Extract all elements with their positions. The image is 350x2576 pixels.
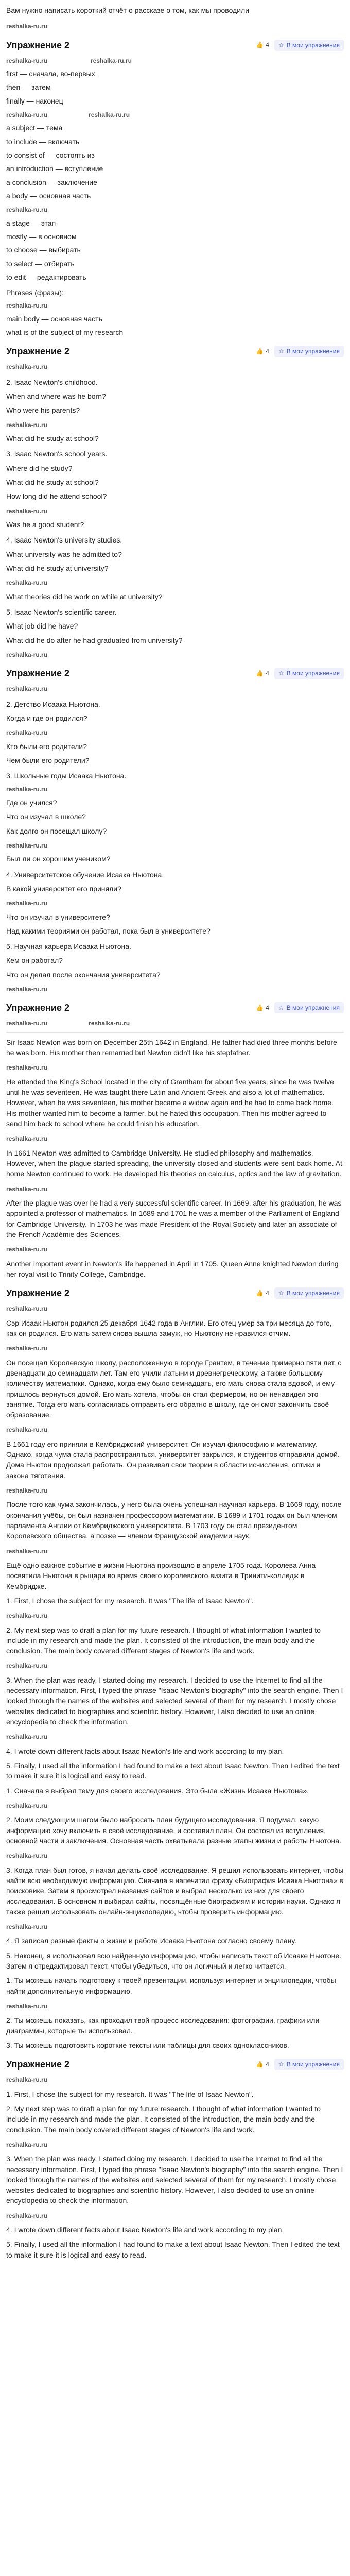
thumbs-up-icon: 👍: [256, 1289, 264, 1297]
like-count: 4: [266, 2060, 269, 2068]
story-paragraph: Он посещал Королевскую школу, расположенную в городе Грантем, в течение примерно пяти лет, с двенадцати до семнадцати лет. Там его учили латыни и древнегреческому, а также большому количеству математики. Однако, когда ему было семнадцать, его мать снова стала вдовой, и ему пришлось вернуться домой. Его мать хотела, чтобы он стал фермером, но он ненавидел это занятие. Тогда его мать согласилась отправить его обратно в школу, где он смог закончить своё образование.: [6, 1358, 342, 1419]
question-group-title: 4. Isaac Newton's university studies.: [6, 536, 122, 545]
watermark: reshalka-ru.ru: [6, 1305, 48, 1313]
watermark: reshalka-ru.ru: [6, 1246, 48, 1253]
vocab-item: then — затем: [6, 83, 51, 92]
watermark: reshalka-ru.ru: [6, 1487, 48, 1494]
exercise-actions: [256, 2059, 344, 2070]
question-group-title: 2. Isaac Newton's childhood.: [6, 378, 98, 386]
watermark-row: [6, 649, 344, 659]
watermark-row: [6, 361, 344, 371]
story-paragraph: In 1661 Newton was admitted to Cambridge University. He studied philosophy and mathematics. However, when the plague started spreading, the university closed and students were sent back home. At home Newton continued to work. He developed his theories on calculus, optics and the law of gravitation.: [6, 1148, 342, 1178]
watermark: reshalka-ru.ru: [6, 1135, 48, 1143]
add-to-my-exercises-button[interactable]: [274, 1287, 344, 1299]
likes[interactable]: [256, 669, 269, 678]
star-icon: ☆: [278, 348, 284, 355]
watermark: reshalka-ru.ru: [6, 111, 48, 119]
vocab-item: a body — основная часть: [6, 191, 91, 200]
question-group-title: 4. Университетское обучение Исаака Ньютона.: [6, 870, 164, 879]
exercise-actions: [256, 40, 344, 51]
watermark: reshalka-ru.ru: [90, 57, 132, 64]
add-to-my-exercises-label: В мои упражнения: [286, 1290, 340, 1297]
watermark-row: [6, 2210, 344, 2221]
watermark-row: [6, 1183, 344, 1194]
story-paragraph: He attended the King's School located in the city of Grantham for about five years, since he was twelve until he was seventeen. He was taught there Latin and Ancient Greek and also a lot of mathematics. However, when he was seventeen, his mother became a widow again and he had to come back home. His mother wanted him to become a farmer, but he hated this occupation. Then his mother agreed to send him back to school where he could finish his education.: [6, 1077, 334, 1128]
watermark-row: [6, 1424, 344, 1434]
watermark: reshalka-ru.ru: [6, 363, 48, 371]
step-paragraph: 4. Я записал разные факты о жизни и работе Исаака Ньютона согласно своему плану.: [6, 1937, 296, 1945]
watermark-row: [6, 1303, 344, 1313]
step-paragraph: 3. When the plan was ready, I started doing my research. I decided to use the Internet to find all the necessary information. First, I typed the phrase "Isaac Newton's biography" into the search engine. Then I looked through the names of the websites and selected several of them for my research. I mostly chose websites dedicated to biographies and scientific history. However, I also decided to use an online encyclopedia to check the information.: [6, 1675, 343, 1726]
tip-paragraph: 2. Ты можешь показать, как проходил твой процесс исследования: фотографии, графики или диаграммы, которые ты использовал.: [6, 2016, 320, 2035]
story-ru: [6, 1318, 344, 1591]
watermark-row: [6, 2001, 344, 2011]
watermark-row: [6, 55, 344, 65]
like-count: 4: [266, 41, 269, 49]
add-to-my-exercises-label: В мои упражнения: [286, 348, 340, 355]
vocab-item: mostly — в основном: [6, 232, 77, 241]
question: В какой университет его приняли?: [6, 884, 121, 893]
story-paragraph: Sir Isaac Newton was born on December 25th 1642 in England. He father had died three months before he was born. His mother then remarried but Newton didn't like his stepfather.: [6, 1038, 337, 1057]
question: What theories did he work on while at university?: [6, 592, 163, 601]
watermark: reshalka-ru.ru: [6, 2002, 48, 2010]
questions-ru: [6, 699, 344, 994]
add-to-my-exercises-button[interactable]: [274, 2059, 344, 2070]
exercise-title: Упражнение 2: [6, 346, 69, 357]
vocab-item: a stage — этап: [6, 218, 56, 227]
step-paragraph: 2. Моим следующим шагом было набросать план будущего исследования. Я подумал, какую информацию хочу включить в своё исследование, и составил план. Он состоял из вступления, основной части и заключения. Основная часть охватывала разные этапы жизни и работы Ньютона.: [6, 1816, 341, 1845]
exercise-header: [6, 667, 344, 680]
step-paragraph: 5. Finally, I used all the information I had found to make a text about Isaac Newton. Then I edited the text to make it sure it is logical and easy to read.: [6, 2240, 340, 2259]
step-paragraph: 3. Когда план был готов, я начал делать своё исследование. Я решил использовать интернет, чтобы найти всю необходимую информацию. Сначала я напечатал фразу «Биография Исаака Ньютона» в поисковике. Затем я просмотрел названия сайтов и выбрал несколько из них для своего исследования. В основном я выбирал сайты, посвящённые биографиям и истории науки. Однако я также решил использовать онлайн-энциклопедию, чтобы проверить информацию.: [6, 1866, 344, 1916]
question: Как долго он посещал школу?: [6, 826, 107, 835]
watermark: reshalka-ru.ru: [89, 111, 130, 119]
watermark: reshalka-ru.ru: [6, 985, 48, 993]
watermark: reshalka-ru.ru: [89, 1020, 130, 1027]
step-paragraph: 5. Наконец, я использовал всю найденную информацию, чтобы написать текст об Исааке Ньютоне. Затем я отредактировал текст, чтобы убедиться, что он логичный и легко читается.: [6, 1951, 342, 1971]
vocab-item: to include — включать: [6, 137, 80, 146]
watermark-row: [6, 840, 344, 850]
watermark: reshalka-ru.ru: [6, 2076, 48, 2084]
question: Что он изучал в университете?: [6, 912, 110, 921]
step-paragraph: 3. When the plan was ready, I started doing my research. I decided to use the Internet to find all the necessary information. First, I typed the phrase "Isaac Newton's biography" into the search engine. Then I looked through the names of the websites and selected several of them for my research. I mostly chose websites dedicated to biographies and scientific history. However, I also decided to use an online encyclopedia to check the information.: [6, 2155, 343, 2205]
star-icon: ☆: [278, 1290, 284, 1297]
likes[interactable]: [256, 1004, 269, 1012]
question: How long did he attend school?: [6, 492, 107, 501]
question: Что он делал после окончания университета?: [6, 970, 161, 979]
watermark: reshalka-ru.ru: [6, 1612, 48, 1620]
question: Когда и где он родился?: [6, 714, 87, 722]
vocab-item: to choose — выбирать: [6, 246, 81, 255]
watermark: reshalka-ru.ru: [6, 23, 48, 30]
tip-paragraph: 3. Ты можешь подготовить короткие тексты или таблицы для своих одноклассников.: [6, 2041, 289, 2049]
vocab-item: a conclusion — заключение: [6, 178, 97, 187]
step-paragraph: 1. First, I chose the subject for my research. It was "The life of Isaac Newton".: [6, 1596, 254, 1605]
watermark: reshalka-ru.ru: [6, 1185, 48, 1193]
thumbs-up-icon: 👍: [256, 1004, 264, 1011]
divider: [6, 1032, 344, 1033]
exercise-title: Упражнение 2: [6, 1003, 69, 1013]
story-en: [6, 1037, 344, 1279]
exercise-header: [6, 1001, 344, 1014]
watermark: reshalka-ru.ru: [6, 1020, 48, 1027]
thumbs-up-icon: 👍: [256, 41, 264, 49]
story-paragraph: Сэр Исаак Ньютон родился 25 декабря 1642 года в Англии. Его отец умер за три месяца до того, как он родился. Его мать затем снова вышла замуж, но Ньютону не нравился отчим.: [6, 1318, 332, 1337]
story-paragraph: Ещё одно важное событие в жизни Ньютона произошло в апреле 1705 года. Королева Анна посвятила Ньютона в рыцари во время своего королевского визита в Тринити-колледж в Кембридже.: [6, 1561, 316, 1590]
question: Was he a good student?: [6, 520, 84, 529]
step-paragraph: 1. First, I chose the subject for my research. It was "The life of Isaac Newton".: [6, 2090, 254, 2098]
steps-ru: [6, 1786, 344, 1972]
step-paragraph: 5. Finally, I used all the information I had found to make a text about Isaac Newton. Then I edited the text to make it sure it is logical and easy to read.: [6, 1761, 340, 1781]
watermark-row: [6, 897, 344, 908]
watermark-row: [6, 1610, 344, 1620]
tip-paragraph: 1. Ты можешь начать подготовку к твоей презентации, используя интернет и энциклопедии, чтобы найти дополнительную информацию.: [6, 1976, 336, 1995]
question: Над какими теориями он работал, пока был в университете?: [6, 926, 211, 935]
question: Who were his parents?: [6, 406, 80, 415]
tips-ru: [6, 1975, 344, 2050]
likes[interactable]: [256, 41, 269, 49]
vocab-item: to edit — редактировать: [6, 273, 86, 281]
watermark-row: [6, 784, 344, 794]
watermark: reshalka-ru.ru: [6, 2141, 48, 2148]
watermark-row: [6, 505, 344, 516]
likes[interactable]: [256, 1289, 269, 1298]
question-group-title: 3. Isaac Newton's school years.: [6, 450, 108, 459]
vocab-item: to select — отбирать: [6, 259, 75, 268]
watermark-row: [6, 21, 344, 31]
question: Что он изучал в школе?: [6, 812, 86, 821]
question-group-title: 2. Детство Исаака Ньютона.: [6, 700, 100, 708]
like-count: 4: [266, 1004, 269, 1011]
thumbs-up-icon: 👍: [256, 347, 264, 355]
watermark-row: [6, 727, 344, 737]
add-to-my-exercises-label: В мои упражнения: [286, 670, 340, 677]
exercise-title: Упражнение 2: [6, 668, 69, 679]
vocab-item: an introduction — вступление: [6, 164, 103, 173]
watermark: reshalka-ru.ru: [6, 1733, 48, 1741]
watermark: reshalka-ru.ru: [6, 1802, 48, 1809]
watermark-row: [6, 1343, 344, 1353]
watermark: reshalka-ru.ru: [6, 507, 48, 515]
watermark-row: [6, 577, 344, 587]
watermark-row: [6, 1921, 344, 1931]
watermark: reshalka-ru.ru: [6, 1662, 48, 1670]
step-paragraph: 2. My next step was to draft a plan for my future research. I thought of what information I wanted to include in my research and made the plan. It consisted of the introduction, the main body and the conclusion. The main body covered different stages of Newton's life and work.: [6, 1625, 321, 1655]
watermark: reshalka-ru.ru: [6, 785, 48, 793]
add-to-my-exercises-label: В мои упражнения: [286, 41, 340, 49]
add-to-my-exercises-label: В мои упражнения: [286, 2061, 340, 2069]
phrase-item: main body — основная часть: [6, 314, 102, 323]
star-icon: ☆: [278, 2061, 284, 2069]
vocab-list: [6, 69, 344, 282]
watermark-row: [6, 1133, 344, 1143]
likes[interactable]: [256, 2060, 269, 2069]
question-group-title: 3. Школьные годы Исаака Ньютона.: [6, 772, 127, 781]
step-paragraph: 2. My next step was to draft a plan for my future research. I thought of what information I wanted to include in my research and made the plan. It consisted of the introduction, the main body and the conclusion. The main body covered different stages of Newton's life and work.: [6, 2104, 321, 2134]
likes[interactable]: [256, 347, 269, 356]
watermark-row: [6, 1018, 344, 1028]
question: Кто были его родители?: [6, 742, 87, 751]
question: What did he study at school?: [6, 478, 99, 487]
watermark: reshalka-ru.ru: [6, 685, 48, 693]
watermark-row: [6, 683, 344, 693]
watermark-row: [6, 984, 344, 994]
watermark: reshalka-ru.ru: [6, 900, 48, 907]
exercise-header: [6, 2058, 344, 2071]
question: What did he do after he had graduated from university?: [6, 636, 183, 645]
exercise-header: [6, 1286, 344, 1300]
question: Где он учился?: [6, 798, 57, 807]
exercise-actions: [256, 346, 344, 357]
watermark: reshalka-ru.ru: [6, 729, 48, 737]
star-icon: ☆: [278, 1004, 284, 1012]
vocab-item: to consist of — состоять из: [6, 151, 95, 160]
watermark: reshalka-ru.ru: [6, 421, 48, 429]
exercise-header: [6, 345, 344, 358]
watermark: reshalka-ru.ru: [6, 1852, 48, 1860]
watermark: reshalka-ru.ru: [6, 651, 48, 658]
watermark-row: [6, 1546, 344, 1556]
watermark: reshalka-ru.ru: [6, 579, 48, 587]
watermark: reshalka-ru.ru: [6, 1923, 48, 1931]
thumbs-up-icon: 👍: [256, 2060, 264, 2068]
exercise-title: Упражнение 2: [6, 2059, 69, 2070]
step-paragraph: 4. I wrote down different facts about Isaac Newton's life and work according to my plan.: [6, 2226, 284, 2234]
watermark: reshalka-ru.ru: [6, 841, 48, 849]
story-paragraph: После того как чума закончилась, у него была очень успешная научная карьера. В 1669 году, после окончания учёбы, он был назначен профессором математики. В 1689 и 1701 годах он был членом парламента Англии от Кембриджского университета. В 1703 году он стал президентом Королевского общества, а позже — членом Французской академии наук.: [6, 1500, 342, 1540]
thumbs-up-icon: 👍: [256, 669, 264, 677]
add-to-my-exercises-button[interactable]: [274, 346, 344, 357]
watermark-row: [6, 1062, 344, 1072]
star-icon: ☆: [278, 41, 284, 49]
add-to-my-exercises-button[interactable]: [274, 40, 344, 51]
like-count: 4: [266, 669, 269, 677]
like-count: 4: [266, 1289, 269, 1297]
story-paragraph: After the plague was over he had a very successful scientific career. In 1669, after his graduation, he was appointed a professor of mathematics. In 1689 and 1701 he was a member of the Parliament of England for Cambridge University. In 1703 he was made President of the Royal Society and later an associate of the French Académie des Sciences.: [6, 1199, 342, 1239]
intro-text: Вам нужно написать короткий отчёт о рассказе о том, как мы проводили: [6, 6, 250, 14]
question: Был ли он хорошим учеником?: [6, 855, 111, 863]
watermark-row: [6, 1731, 344, 1741]
vocab-item: a subject — тема: [6, 124, 63, 132]
story-paragraph: В 1661 году его приняли в Кембриджский университет. Он изучал философию и математику. Однако, когда чума стала распространяться, университет закрылся, и студентов отправили домой. Дома Ньютон продолжал работать. Он развивал свои теории в области исчисления, оптики и закона тяготения.: [6, 1439, 340, 1480]
questions-en: [6, 377, 344, 659]
watermark: reshalka-ru.ru: [6, 206, 48, 214]
question: What did he study at university?: [6, 564, 109, 572]
phrases-title: Phrases (фразы):: [6, 289, 64, 297]
watermark: reshalka-ru.ru: [6, 302, 48, 310]
watermark-row: [6, 1244, 344, 1254]
step-paragraph: 4. I wrote down different facts about Isaac Newton's life and work according to my plan.: [6, 1747, 284, 1755]
watermark-row: [6, 300, 344, 310]
watermark: reshalka-ru.ru: [6, 1345, 48, 1352]
add-to-my-exercises-button[interactable]: [274, 668, 344, 679]
question-group-title: 5. Научная карьера Исаака Ньютона.: [6, 942, 131, 951]
question: What job did he have?: [6, 622, 78, 631]
exercise-header: [6, 39, 344, 52]
watermark: reshalka-ru.ru: [6, 1547, 48, 1555]
star-icon: ☆: [278, 670, 284, 677]
steps-en-repeat: [6, 2089, 344, 2260]
watermark: reshalka-ru.ru: [6, 1064, 48, 1072]
watermark-row: [6, 419, 344, 430]
watermark-row: [6, 1660, 344, 1670]
like-count: 4: [266, 347, 269, 355]
question: Where did he study?: [6, 464, 73, 472]
add-to-my-exercises-button[interactable]: [274, 1002, 344, 1013]
question: What university was he admitted to?: [6, 550, 122, 558]
step-paragraph: 1. Сначала я выбрал тему для своего исследования. Это была «Жизнь Исаака Ньютона».: [6, 1786, 309, 1795]
question: Кем он работал?: [6, 956, 63, 965]
add-to-my-exercises-label: В мои упражнения: [286, 1004, 340, 1012]
watermark: reshalka-ru.ru: [6, 57, 48, 64]
exercise-actions: [256, 1002, 344, 1013]
watermark: reshalka-ru.ru: [6, 1426, 48, 1434]
watermark-row: [6, 1800, 344, 1810]
exercise-title: Упражнение 2: [6, 40, 69, 50]
watermark: reshalka-ru.ru: [6, 2212, 48, 2219]
question: Чем были его родители?: [6, 756, 90, 765]
exercise-actions: [256, 1287, 344, 1299]
watermark-row: [6, 2139, 344, 2149]
watermark-row: [6, 2074, 344, 2084]
question: When and where was he born?: [6, 392, 106, 401]
exercise-actions: [256, 668, 344, 679]
phrase-item: what is of the subject of my research: [6, 328, 124, 337]
vocab-item: first — сначала, во-первых: [6, 70, 95, 78]
question-group-title: 5. Isaac Newton's scientific career.: [6, 607, 117, 616]
vocab-item: finally — наконец: [6, 96, 63, 105]
exercise-title: Упражнение 2: [6, 1288, 69, 1299]
steps-en: [6, 1596, 344, 1782]
watermark-row: [6, 1485, 344, 1495]
watermark-row: [6, 1850, 344, 1860]
story-paragraph: Another important event in Newton's life happened in April in 1705. Queen Anne knighted Newton during her royal visit to Trinity College, Cambridge.: [6, 1259, 339, 1278]
watermark-row: [6, 204, 344, 214]
question: What did he study at school?: [6, 434, 99, 443]
watermark-row: [6, 109, 344, 120]
